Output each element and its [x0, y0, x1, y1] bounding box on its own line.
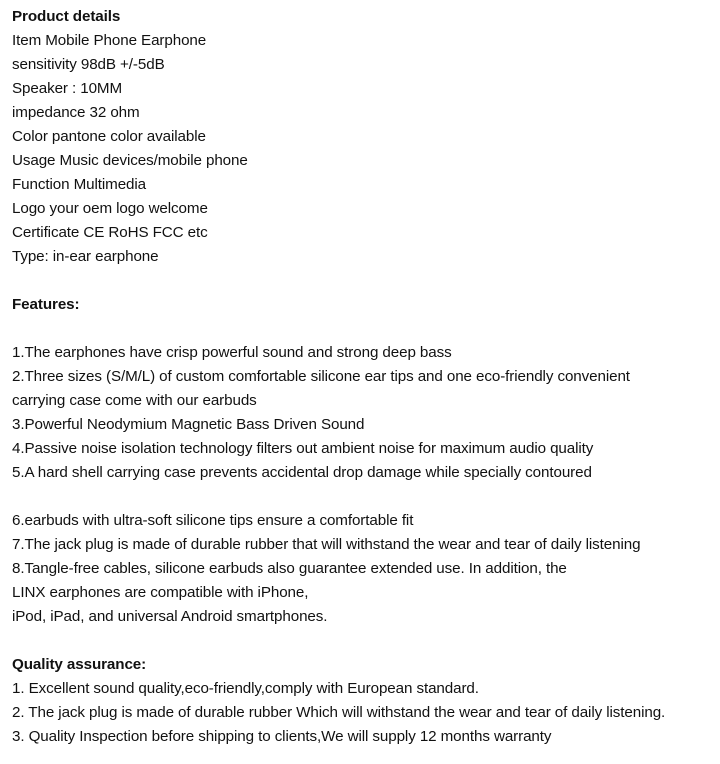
quality-line: 1. Excellent sound quality,eco-friendly,comply with European standard.	[12, 680, 479, 697]
product-description-document	[12, 5, 716, 749]
spec-line: impedance 32 ohm	[12, 104, 140, 121]
spec-line: Item Mobile Phone Earphone	[12, 32, 207, 49]
product-details-section	[12, 5, 716, 269]
quality-assurance-section	[12, 653, 716, 749]
spec-line: Certificate CE RoHS FCC etc	[12, 224, 208, 241]
spacer	[12, 485, 716, 509]
feature-line: iPod, iPad, and universal Android smartphones.	[12, 608, 328, 625]
spec-line: Speaker : 10MM	[12, 80, 123, 97]
spacer	[12, 269, 716, 293]
product-details-heading: Product details	[12, 8, 121, 25]
spec-line: Type: in-ear earphone	[12, 248, 159, 265]
feature-line: LINX earphones are compatible with iPhone,	[12, 584, 309, 601]
spec-line: Function Multimedia	[12, 176, 147, 193]
features-heading: Features:	[12, 296, 80, 313]
feature-line: 4.Passive noise isolation technology filters out ambient noise for maximum audio quality	[12, 440, 594, 457]
quality-assurance-heading: Quality assurance:	[12, 656, 147, 673]
feature-line: 8.Tangle-free cables, silicone earbuds also guarantee extended use. In addition, the	[12, 560, 567, 577]
quality-line: 2. The jack plug is made of durable rubber Which will withstand the wear and tear of daily listening.	[12, 704, 666, 721]
feature-line: 5.A hard shell carrying case prevents accidental drop damage while specially contoured	[12, 464, 592, 481]
feature-line: 2.Three sizes (S/M/L) of custom comfortable silicone ear tips and one eco-friendly convenient	[12, 368, 630, 385]
features-section	[12, 293, 716, 629]
spec-line: Logo your oem logo welcome	[12, 200, 208, 217]
feature-line: 7.The jack plug is made of durable rubber that will withstand the wear and tear of daily listening	[12, 536, 641, 553]
feature-line: 3.Powerful Neodymium Magnetic Bass Driven Sound	[12, 416, 365, 433]
spec-line: Usage Music devices/mobile phone	[12, 152, 248, 169]
quality-line: 3. Quality Inspection before shipping to clients,We will supply 12 months warranty	[12, 728, 552, 745]
feature-line: carrying case come with our earbuds	[12, 392, 257, 409]
spacer	[12, 317, 716, 341]
spacer	[12, 629, 716, 653]
feature-line: 1.The earphones have crisp powerful sound and strong deep bass	[12, 344, 452, 361]
spec-line: Color pantone color available	[12, 128, 206, 145]
feature-line: 6.earbuds with ultra-soft silicone tips ensure a comfortable fit	[12, 512, 414, 529]
spec-line: sensitivity 98dB +/-5dB	[12, 56, 165, 73]
